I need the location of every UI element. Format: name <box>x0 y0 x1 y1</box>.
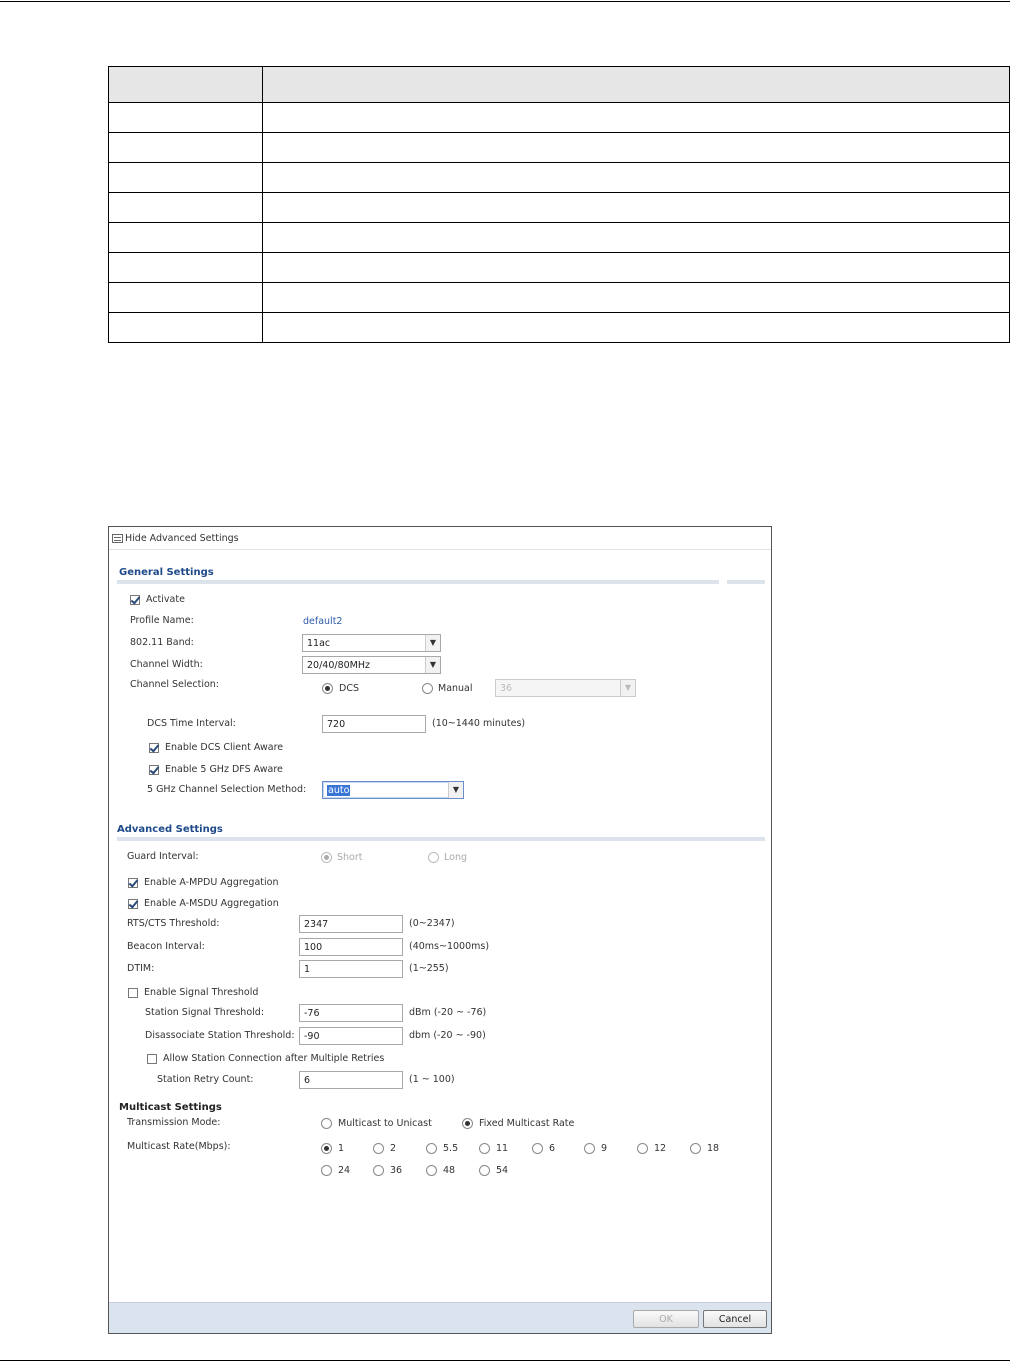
rate-option-36[interactable] <box>373 1165 413 1178</box>
guard-interval-label: Guard Interval: <box>127 851 199 862</box>
station-signal-input[interactable] <box>299 1004 403 1022</box>
rate-radio[interactable] <box>321 1165 332 1176</box>
hide-advanced-settings-toggle[interactable] <box>109 527 309 549</box>
rate-option-9[interactable] <box>584 1143 624 1156</box>
dtim-value: 1 <box>304 964 311 975</box>
ok-button[interactable]: OK <box>633 1310 699 1328</box>
amsdu-label: Enable A-MSDU Aggregation <box>144 898 279 909</box>
dcs-interval-input[interactable] <box>322 715 426 733</box>
dtim-label: DTIM: <box>127 963 155 974</box>
retry-count-input[interactable] <box>299 1071 403 1089</box>
rate-radio[interactable] <box>321 1143 332 1154</box>
rate-label: 54 <box>496 1165 509 1176</box>
rate-option-18[interactable] <box>690 1143 720 1156</box>
guard-long-label: Long <box>444 852 467 863</box>
rate-label: 24 <box>338 1165 351 1176</box>
chevron-down-icon: ▼ <box>425 657 440 673</box>
rate-option-1[interactable] <box>321 1143 361 1156</box>
chevron-down-icon: ▼ <box>620 680 635 696</box>
signal-threshold-label: Enable Signal Threshold <box>144 987 259 998</box>
rate-label: 5.5 <box>443 1143 459 1154</box>
profile-name-label: Profile Name: <box>130 615 194 626</box>
retry-count-value: 6 <box>304 1075 311 1086</box>
disassociate-hint: dbm (-20 ~ -90) <box>409 1030 486 1041</box>
dtim-input[interactable] <box>299 960 403 978</box>
rate-label: 48 <box>443 1165 456 1176</box>
channel-width-label: Channel Width: <box>130 659 203 670</box>
chevron-down-icon: ▼ <box>425 635 440 651</box>
multicast-to-unicast-radio[interactable] <box>321 1118 332 1129</box>
activate-label: Activate <box>146 594 185 605</box>
beacon-label: Beacon Interval: <box>127 941 205 952</box>
rate-radio[interactable] <box>532 1143 543 1154</box>
rts-label: RTS/CTS Threshold: <box>127 918 220 929</box>
beacon-input[interactable] <box>299 938 403 956</box>
rate-radio[interactable] <box>373 1143 384 1154</box>
disassociate-label: Disassociate Station Threshold: <box>145 1030 295 1041</box>
rate-radio[interactable] <box>479 1143 490 1154</box>
amsdu-checkbox[interactable] <box>128 899 138 909</box>
dialog-footer <box>109 1302 771 1333</box>
manual-channel-value: 36 <box>500 683 513 694</box>
rate-label: 9 <box>601 1143 608 1154</box>
guard-long-radio[interactable] <box>428 852 439 863</box>
table-row <box>109 103 1010 133</box>
multicast-to-unicast-label: Multicast to Unicast <box>338 1118 432 1129</box>
channel-selection-label: Channel Selection: <box>130 679 220 690</box>
table-row <box>109 313 1010 343</box>
selection-method-label: 5 GHz Channel Selection Method: <box>147 784 307 795</box>
beacon-hint: (40ms~1000ms) <box>409 941 490 952</box>
rate-radio[interactable] <box>373 1165 384 1176</box>
table-row <box>109 283 1010 313</box>
station-signal-value: -76 <box>304 1008 320 1019</box>
band-select-value: 11ac <box>307 638 331 649</box>
manual-label: Manual <box>438 683 473 694</box>
dcs-interval-label: DCS Time Interval: <box>147 718 236 729</box>
chevron-down-icon: ▼ <box>448 782 463 798</box>
table-row <box>109 223 1010 253</box>
transmission-mode-label: Transmission Mode: <box>127 1117 221 1128</box>
client-aware-label: Enable DCS Client Aware <box>165 742 284 753</box>
top-rule <box>0 1 1010 2</box>
rate-label: 36 <box>390 1165 403 1176</box>
general-settings-heading: General Settings <box>119 567 214 578</box>
dcs-interval-value: 720 <box>327 719 346 730</box>
rate-label: 12 <box>654 1143 667 1154</box>
guard-short-label: Short <box>337 852 363 863</box>
hide-advanced-label: Hide Advanced Settings <box>125 533 239 544</box>
multicast-rate-label: Multicast Rate(Mbps): <box>127 1141 231 1152</box>
rate-radio[interactable] <box>690 1143 701 1154</box>
allow-retry-checkbox[interactable] <box>147 1054 157 1064</box>
rate-radio[interactable] <box>479 1165 490 1176</box>
table-row <box>109 133 1010 163</box>
cancel-button[interactable]: Cancel <box>703 1310 767 1328</box>
signal-threshold-checkbox[interactable] <box>128 988 138 998</box>
rate-option-54[interactable] <box>479 1165 519 1178</box>
ampdu-checkbox[interactable] <box>128 878 138 888</box>
band-label: 802.11 Band: <box>130 637 194 648</box>
band-select[interactable] <box>302 634 441 652</box>
dcs-radio[interactable] <box>322 683 333 694</box>
rate-label: 6 <box>549 1143 556 1154</box>
client-aware-checkbox[interactable] <box>149 743 159 753</box>
channel-width-value: 20/40/80MHz <box>307 660 370 671</box>
disassociate-input[interactable] <box>299 1027 403 1045</box>
rts-hint: (0~2347) <box>409 918 455 929</box>
dfs-aware-checkbox[interactable] <box>149 765 159 775</box>
rate-option-48[interactable] <box>426 1165 466 1178</box>
rts-value: 2347 <box>304 919 329 930</box>
manual-radio[interactable] <box>422 683 433 694</box>
ampdu-label: Enable A-MPDU Aggregation <box>144 877 279 888</box>
channel-width-select[interactable] <box>302 656 441 674</box>
allow-retry-label: Allow Station Connection after Multiple Retries <box>163 1053 385 1064</box>
table-row <box>109 253 1010 283</box>
advanced-settings-heading: Advanced Settings <box>117 824 223 835</box>
multicast-settings-heading: Multicast Settings <box>119 1102 222 1113</box>
header-divider <box>109 549 771 550</box>
rate-option-11[interactable] <box>479 1143 519 1156</box>
retry-count-hint: (1 ~ 100) <box>409 1074 455 1085</box>
table-row <box>109 163 1010 193</box>
rts-input[interactable] <box>299 915 403 933</box>
disassociate-value: -90 <box>304 1031 320 1042</box>
rate-label: 18 <box>707 1143 720 1154</box>
general-settings-divider-right <box>727 580 765 584</box>
rate-option-6[interactable] <box>532 1143 572 1156</box>
rate-option-2[interactable] <box>373 1143 413 1156</box>
rate-label: 11 <box>496 1143 509 1154</box>
list-icon <box>112 534 123 543</box>
ap-profile-dialog <box>108 526 772 1334</box>
fixed-multicast-rate-label: Fixed Multicast Rate <box>479 1118 575 1129</box>
selection-method-select[interactable] <box>322 781 464 799</box>
rate-radio[interactable] <box>637 1143 648 1154</box>
rate-label: 2 <box>390 1143 397 1154</box>
rate-radio[interactable] <box>426 1143 437 1154</box>
rate-option-24[interactable] <box>321 1165 361 1178</box>
dfs-aware-label: Enable 5 GHz DFS Aware <box>165 764 283 775</box>
dcs-interval-hint: (10~1440 minutes) <box>432 718 526 729</box>
profile-name-value: default2 <box>303 616 343 627</box>
dtim-hint: (1~255) <box>409 963 449 974</box>
bottom-rule <box>0 1360 1010 1361</box>
reference-table <box>108 66 1010 343</box>
dcs-label: DCS <box>339 683 359 694</box>
station-signal-label: Station Signal Threshold: <box>145 1007 265 1018</box>
guard-short-radio[interactable] <box>321 852 332 863</box>
retry-count-label: Station Retry Count: <box>157 1074 254 1085</box>
selection-method-value: auto <box>328 785 350 796</box>
rate-option-12[interactable] <box>637 1143 677 1156</box>
advanced-settings-divider <box>117 837 765 841</box>
rate-label: 1 <box>338 1143 345 1154</box>
fixed-multicast-rate-radio[interactable] <box>462 1118 473 1129</box>
rate-radio[interactable] <box>426 1165 437 1176</box>
rate-option-5-5[interactable] <box>426 1143 466 1156</box>
activate-checkbox[interactable] <box>130 595 140 605</box>
table-row <box>109 193 1010 223</box>
manual-channel-select[interactable] <box>495 679 636 697</box>
rate-radio[interactable] <box>584 1143 595 1154</box>
general-settings-divider <box>117 580 719 584</box>
table-header-row <box>109 67 1010 103</box>
station-signal-hint: dBm (-20 ~ -76) <box>409 1007 487 1018</box>
beacon-value: 100 <box>304 942 323 953</box>
